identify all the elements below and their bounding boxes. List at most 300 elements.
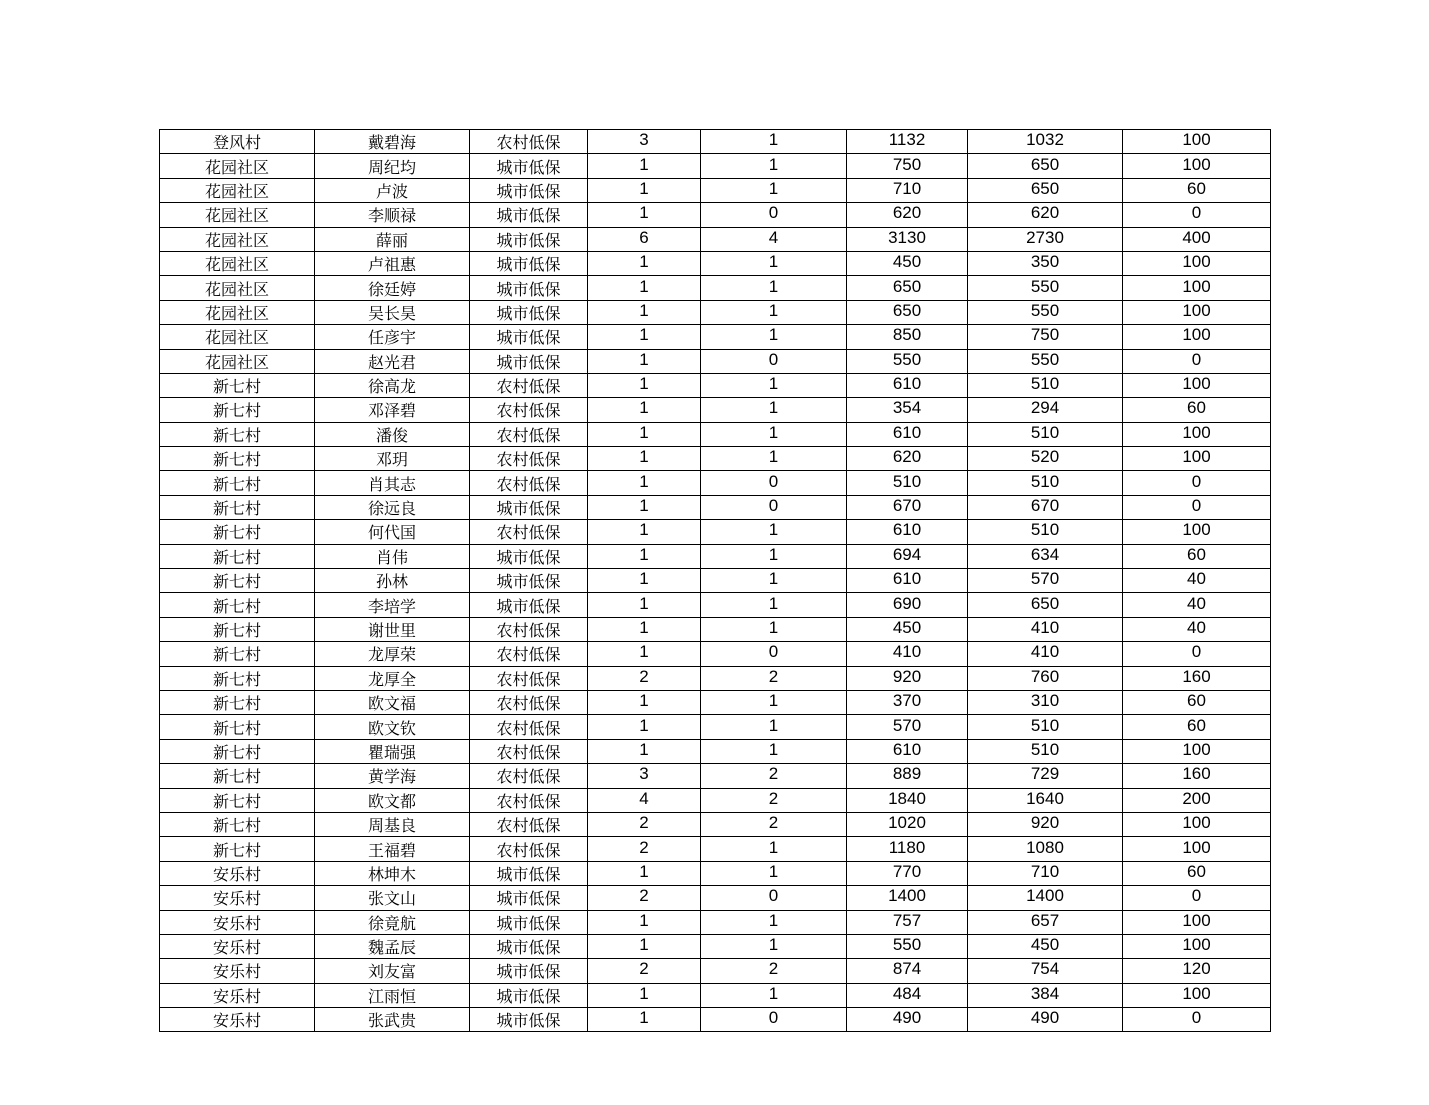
name-cell: 肖其志 <box>315 471 470 495</box>
subsidy-cell: 550 <box>968 349 1123 373</box>
table-row <box>160 178 1271 202</box>
table-row <box>160 910 1271 934</box>
type-cell: 城市低保 <box>470 861 588 885</box>
table-row <box>160 447 1271 471</box>
subsidy-cell: 510 <box>968 739 1123 763</box>
name-cell: 欧文福 <box>315 690 470 714</box>
subsidy-cell: 670 <box>968 495 1123 519</box>
extra-cell: 100 <box>1123 276 1271 300</box>
name-cell: 邓玥 <box>315 447 470 471</box>
table-row <box>160 325 1271 349</box>
village-cell: 新七村 <box>160 666 315 690</box>
amount-cell: 1020 <box>847 812 968 836</box>
name-cell: 魏孟辰 <box>315 934 470 958</box>
count-cell: 0 <box>701 349 847 373</box>
name-cell: 徐廷婷 <box>315 276 470 300</box>
household-size-cell: 1 <box>588 495 701 519</box>
extra-cell: 100 <box>1123 983 1271 1007</box>
amount-cell: 757 <box>847 910 968 934</box>
extra-cell: 400 <box>1123 227 1271 251</box>
count-cell: 0 <box>701 203 847 227</box>
extra-cell: 60 <box>1123 861 1271 885</box>
table-row <box>160 788 1271 812</box>
amount-cell: 410 <box>847 642 968 666</box>
name-cell: 张文山 <box>315 886 470 910</box>
village-cell: 新七村 <box>160 495 315 519</box>
type-cell: 城市低保 <box>470 959 588 983</box>
type-cell: 农村低保 <box>470 447 588 471</box>
extra-cell: 60 <box>1123 690 1271 714</box>
extra-cell: 100 <box>1123 154 1271 178</box>
amount-cell: 610 <box>847 422 968 446</box>
household-size-cell: 1 <box>588 154 701 178</box>
village-cell: 新七村 <box>160 642 315 666</box>
subsidy-cell: 294 <box>968 398 1123 422</box>
table-row <box>160 617 1271 641</box>
village-cell: 安乐村 <box>160 959 315 983</box>
table-row <box>160 886 1271 910</box>
name-cell: 孙林 <box>315 569 470 593</box>
village-cell: 新七村 <box>160 690 315 714</box>
amount-cell: 490 <box>847 1008 968 1032</box>
count-cell: 2 <box>701 812 847 836</box>
extra-cell: 100 <box>1123 739 1271 763</box>
household-size-cell: 1 <box>588 325 701 349</box>
type-cell: 农村低保 <box>470 130 588 154</box>
extra-cell: 100 <box>1123 447 1271 471</box>
household-size-cell: 1 <box>588 1008 701 1032</box>
name-cell: 徐竟航 <box>315 910 470 934</box>
type-cell: 农村低保 <box>470 739 588 763</box>
subsidy-cell: 650 <box>968 178 1123 202</box>
type-cell: 城市低保 <box>470 203 588 227</box>
count-cell: 1 <box>701 422 847 446</box>
amount-cell: 450 <box>847 617 968 641</box>
count-cell: 1 <box>701 837 847 861</box>
type-cell: 农村低保 <box>470 690 588 714</box>
household-size-cell: 1 <box>588 203 701 227</box>
name-cell: 赵光君 <box>315 349 470 373</box>
amount-cell: 550 <box>847 934 968 958</box>
type-cell: 城市低保 <box>470 349 588 373</box>
extra-cell: 0 <box>1123 495 1271 519</box>
amount-cell: 610 <box>847 569 968 593</box>
extra-cell: 40 <box>1123 569 1271 593</box>
type-cell: 城市低保 <box>470 154 588 178</box>
subsidy-cell: 510 <box>968 471 1123 495</box>
village-cell: 花园社区 <box>160 227 315 251</box>
name-cell: 龙厚全 <box>315 666 470 690</box>
amount-cell: 874 <box>847 959 968 983</box>
household-size-cell: 1 <box>588 349 701 373</box>
table-row <box>160 837 1271 861</box>
table-row <box>160 227 1271 251</box>
count-cell: 1 <box>701 690 847 714</box>
type-cell: 城市低保 <box>470 325 588 349</box>
household-size-cell: 1 <box>588 934 701 958</box>
name-cell: 林坤木 <box>315 861 470 885</box>
village-cell: 花园社区 <box>160 251 315 275</box>
type-cell: 城市低保 <box>470 593 588 617</box>
household-size-cell: 2 <box>588 812 701 836</box>
subsidy-cell: 650 <box>968 593 1123 617</box>
household-size-cell: 1 <box>588 447 701 471</box>
table-row <box>160 520 1271 544</box>
household-size-cell: 1 <box>588 178 701 202</box>
village-cell: 新七村 <box>160 764 315 788</box>
type-cell: 农村低保 <box>470 812 588 836</box>
table-row <box>160 373 1271 397</box>
amount-cell: 1400 <box>847 886 968 910</box>
village-cell: 新七村 <box>160 739 315 763</box>
extra-cell: 0 <box>1123 642 1271 666</box>
household-size-cell: 1 <box>588 373 701 397</box>
name-cell: 欧文都 <box>315 788 470 812</box>
extra-cell: 100 <box>1123 520 1271 544</box>
table-row <box>160 1008 1271 1032</box>
amount-cell: 694 <box>847 544 968 568</box>
village-cell: 新七村 <box>160 447 315 471</box>
subsidy-cell: 650 <box>968 154 1123 178</box>
type-cell: 城市低保 <box>470 251 588 275</box>
table-row <box>160 569 1271 593</box>
table-row <box>160 203 1271 227</box>
count-cell: 2 <box>701 764 847 788</box>
village-cell: 花园社区 <box>160 178 315 202</box>
village-cell: 新七村 <box>160 398 315 422</box>
table-row <box>160 349 1271 373</box>
subsidy-cell: 1400 <box>968 886 1123 910</box>
subsidy-cell: 754 <box>968 959 1123 983</box>
amount-cell: 850 <box>847 325 968 349</box>
household-size-cell: 3 <box>588 764 701 788</box>
household-size-cell: 1 <box>588 544 701 568</box>
name-cell: 徐远良 <box>315 495 470 519</box>
count-cell: 1 <box>701 617 847 641</box>
count-cell: 1 <box>701 251 847 275</box>
household-size-cell: 1 <box>588 593 701 617</box>
subsidy-cell: 729 <box>968 764 1123 788</box>
name-cell: 徐高龙 <box>315 373 470 397</box>
count-cell: 2 <box>701 666 847 690</box>
subsidy-cell: 710 <box>968 861 1123 885</box>
village-cell: 新七村 <box>160 788 315 812</box>
household-size-cell: 2 <box>588 886 701 910</box>
household-size-cell: 1 <box>588 690 701 714</box>
table-row <box>160 422 1271 446</box>
household-size-cell: 1 <box>588 715 701 739</box>
subsidy-cell: 1032 <box>968 130 1123 154</box>
type-cell: 农村低保 <box>470 471 588 495</box>
amount-cell: 484 <box>847 983 968 1007</box>
village-cell: 花园社区 <box>160 325 315 349</box>
subsidy-cell: 510 <box>968 422 1123 446</box>
table-row <box>160 251 1271 275</box>
extra-cell: 60 <box>1123 178 1271 202</box>
amount-cell: 370 <box>847 690 968 714</box>
extra-cell: 100 <box>1123 300 1271 324</box>
table-row <box>160 715 1271 739</box>
amount-cell: 3130 <box>847 227 968 251</box>
type-cell: 城市低保 <box>470 495 588 519</box>
type-cell: 城市低保 <box>470 910 588 934</box>
count-cell: 1 <box>701 983 847 1007</box>
extra-cell: 60 <box>1123 544 1271 568</box>
name-cell: 张武贵 <box>315 1008 470 1032</box>
extra-cell: 0 <box>1123 203 1271 227</box>
subsidy-cell: 1080 <box>968 837 1123 861</box>
amount-cell: 1180 <box>847 837 968 861</box>
village-cell: 新七村 <box>160 593 315 617</box>
name-cell: 肖伟 <box>315 544 470 568</box>
village-cell: 登风村 <box>160 130 315 154</box>
type-cell: 农村低保 <box>470 666 588 690</box>
table-row <box>160 130 1271 154</box>
count-cell: 1 <box>701 178 847 202</box>
amount-cell: 770 <box>847 861 968 885</box>
extra-cell: 0 <box>1123 471 1271 495</box>
village-cell: 新七村 <box>160 812 315 836</box>
household-size-cell: 1 <box>588 861 701 885</box>
village-cell: 安乐村 <box>160 910 315 934</box>
type-cell: 城市低保 <box>470 1008 588 1032</box>
amount-cell: 610 <box>847 739 968 763</box>
household-size-cell: 1 <box>588 910 701 934</box>
village-cell: 新七村 <box>160 544 315 568</box>
amount-cell: 610 <box>847 373 968 397</box>
name-cell: 谢世里 <box>315 617 470 641</box>
amount-cell: 450 <box>847 251 968 275</box>
table-row <box>160 983 1271 1007</box>
extra-cell: 0 <box>1123 349 1271 373</box>
village-cell: 安乐村 <box>160 1008 315 1032</box>
village-cell: 安乐村 <box>160 861 315 885</box>
count-cell: 2 <box>701 959 847 983</box>
village-cell: 新七村 <box>160 715 315 739</box>
village-cell: 花园社区 <box>160 349 315 373</box>
extra-cell: 100 <box>1123 812 1271 836</box>
village-cell: 新七村 <box>160 837 315 861</box>
amount-cell: 570 <box>847 715 968 739</box>
count-cell: 1 <box>701 130 847 154</box>
type-cell: 农村低保 <box>470 398 588 422</box>
type-cell: 农村低保 <box>470 422 588 446</box>
subsidy-cell: 510 <box>968 715 1123 739</box>
name-cell: 卢祖惠 <box>315 251 470 275</box>
extra-cell: 40 <box>1123 593 1271 617</box>
name-cell: 任彦宇 <box>315 325 470 349</box>
type-cell: 农村低保 <box>470 788 588 812</box>
count-cell: 0 <box>701 495 847 519</box>
name-cell: 欧文钦 <box>315 715 470 739</box>
type-cell: 城市低保 <box>470 886 588 910</box>
household-size-cell: 2 <box>588 666 701 690</box>
subsidy-cell: 550 <box>968 276 1123 300</box>
count-cell: 1 <box>701 300 847 324</box>
table-row <box>160 544 1271 568</box>
subsidy-cell: 520 <box>968 447 1123 471</box>
name-cell: 薛丽 <box>315 227 470 251</box>
subsidy-cell: 2730 <box>968 227 1123 251</box>
count-cell: 1 <box>701 861 847 885</box>
amount-cell: 690 <box>847 593 968 617</box>
extra-cell: 100 <box>1123 910 1271 934</box>
subsidy-cell: 920 <box>968 812 1123 836</box>
name-cell: 周纪均 <box>315 154 470 178</box>
household-size-cell: 1 <box>588 251 701 275</box>
subsidy-cell: 550 <box>968 300 1123 324</box>
subsidy-cell: 410 <box>968 617 1123 641</box>
table-row <box>160 739 1271 763</box>
household-size-cell: 1 <box>588 983 701 1007</box>
count-cell: 1 <box>701 934 847 958</box>
type-cell: 农村低保 <box>470 642 588 666</box>
subsidy-cell: 350 <box>968 251 1123 275</box>
type-cell: 城市低保 <box>470 544 588 568</box>
amount-cell: 620 <box>847 203 968 227</box>
extra-cell: 100 <box>1123 373 1271 397</box>
table-row <box>160 593 1271 617</box>
amount-cell: 1132 <box>847 130 968 154</box>
type-cell: 农村低保 <box>470 617 588 641</box>
household-size-cell: 1 <box>588 471 701 495</box>
amount-cell: 920 <box>847 666 968 690</box>
household-size-cell: 1 <box>588 520 701 544</box>
village-cell: 新七村 <box>160 617 315 641</box>
count-cell: 0 <box>701 471 847 495</box>
village-cell: 新七村 <box>160 471 315 495</box>
extra-cell: 0 <box>1123 886 1271 910</box>
count-cell: 4 <box>701 227 847 251</box>
subsidy-cell: 410 <box>968 642 1123 666</box>
table-row <box>160 690 1271 714</box>
village-cell: 新七村 <box>160 422 315 446</box>
village-cell: 安乐村 <box>160 934 315 958</box>
subsidy-cell: 310 <box>968 690 1123 714</box>
count-cell: 1 <box>701 154 847 178</box>
name-cell: 何代国 <box>315 520 470 544</box>
type-cell: 农村低保 <box>470 764 588 788</box>
amount-cell: 650 <box>847 300 968 324</box>
subsidy-cell: 450 <box>968 934 1123 958</box>
household-size-cell: 1 <box>588 398 701 422</box>
type-cell: 城市低保 <box>470 227 588 251</box>
subsidy-cell: 510 <box>968 520 1123 544</box>
extra-cell: 120 <box>1123 959 1271 983</box>
count-cell: 1 <box>701 373 847 397</box>
name-cell: 龙厚荣 <box>315 642 470 666</box>
amount-cell: 889 <box>847 764 968 788</box>
household-size-cell: 2 <box>588 837 701 861</box>
table-row <box>160 861 1271 885</box>
household-size-cell: 6 <box>588 227 701 251</box>
extra-cell: 100 <box>1123 251 1271 275</box>
extra-cell: 100 <box>1123 130 1271 154</box>
table-row <box>160 495 1271 519</box>
subsidy-cell: 510 <box>968 373 1123 397</box>
household-size-cell: 1 <box>588 739 701 763</box>
extra-cell: 100 <box>1123 934 1271 958</box>
count-cell: 1 <box>701 398 847 422</box>
subsidy-cell: 384 <box>968 983 1123 1007</box>
name-cell: 刘友富 <box>315 959 470 983</box>
name-cell: 周基良 <box>315 812 470 836</box>
subsidy-cell: 620 <box>968 203 1123 227</box>
table-row <box>160 666 1271 690</box>
extra-cell: 160 <box>1123 666 1271 690</box>
village-cell: 花园社区 <box>160 203 315 227</box>
table-row <box>160 398 1271 422</box>
count-cell: 1 <box>701 593 847 617</box>
household-size-cell: 1 <box>588 276 701 300</box>
count-cell: 1 <box>701 447 847 471</box>
extra-cell: 0 <box>1123 1008 1271 1032</box>
table-row <box>160 812 1271 836</box>
amount-cell: 670 <box>847 495 968 519</box>
type-cell: 农村低保 <box>470 715 588 739</box>
table-row <box>160 300 1271 324</box>
extra-cell: 200 <box>1123 788 1271 812</box>
village-cell: 新七村 <box>160 520 315 544</box>
count-cell: 1 <box>701 715 847 739</box>
extra-cell: 60 <box>1123 715 1271 739</box>
assistance-table <box>159 129 1271 1032</box>
type-cell: 城市低保 <box>470 983 588 1007</box>
type-cell: 城市低保 <box>470 569 588 593</box>
type-cell: 城市低保 <box>470 300 588 324</box>
table-row <box>160 471 1271 495</box>
extra-cell: 60 <box>1123 398 1271 422</box>
household-size-cell: 1 <box>588 569 701 593</box>
amount-cell: 550 <box>847 349 968 373</box>
extra-cell: 100 <box>1123 325 1271 349</box>
count-cell: 2 <box>701 788 847 812</box>
table-row <box>160 642 1271 666</box>
amount-cell: 750 <box>847 154 968 178</box>
count-cell: 1 <box>701 910 847 934</box>
type-cell: 城市低保 <box>470 178 588 202</box>
count-cell: 1 <box>701 276 847 300</box>
village-cell: 花园社区 <box>160 276 315 300</box>
name-cell: 戴碧海 <box>315 130 470 154</box>
extra-cell: 100 <box>1123 837 1271 861</box>
amount-cell: 354 <box>847 398 968 422</box>
name-cell: 潘俊 <box>315 422 470 446</box>
name-cell: 李顺禄 <box>315 203 470 227</box>
household-size-cell: 1 <box>588 300 701 324</box>
household-size-cell: 4 <box>588 788 701 812</box>
subsidy-cell: 760 <box>968 666 1123 690</box>
name-cell: 吴长昊 <box>315 300 470 324</box>
amount-cell: 710 <box>847 178 968 202</box>
household-size-cell: 1 <box>588 642 701 666</box>
name-cell: 李培学 <box>315 593 470 617</box>
name-cell: 王福碧 <box>315 837 470 861</box>
household-size-cell: 3 <box>588 130 701 154</box>
amount-cell: 620 <box>847 447 968 471</box>
household-size-cell: 1 <box>588 422 701 446</box>
table-body <box>160 130 1271 1032</box>
type-cell: 农村低保 <box>470 520 588 544</box>
extra-cell: 160 <box>1123 764 1271 788</box>
table-row <box>160 764 1271 788</box>
extra-cell: 100 <box>1123 422 1271 446</box>
count-cell: 1 <box>701 325 847 349</box>
table-row <box>160 959 1271 983</box>
table-row <box>160 934 1271 958</box>
table-row <box>160 276 1271 300</box>
subsidy-cell: 1640 <box>968 788 1123 812</box>
